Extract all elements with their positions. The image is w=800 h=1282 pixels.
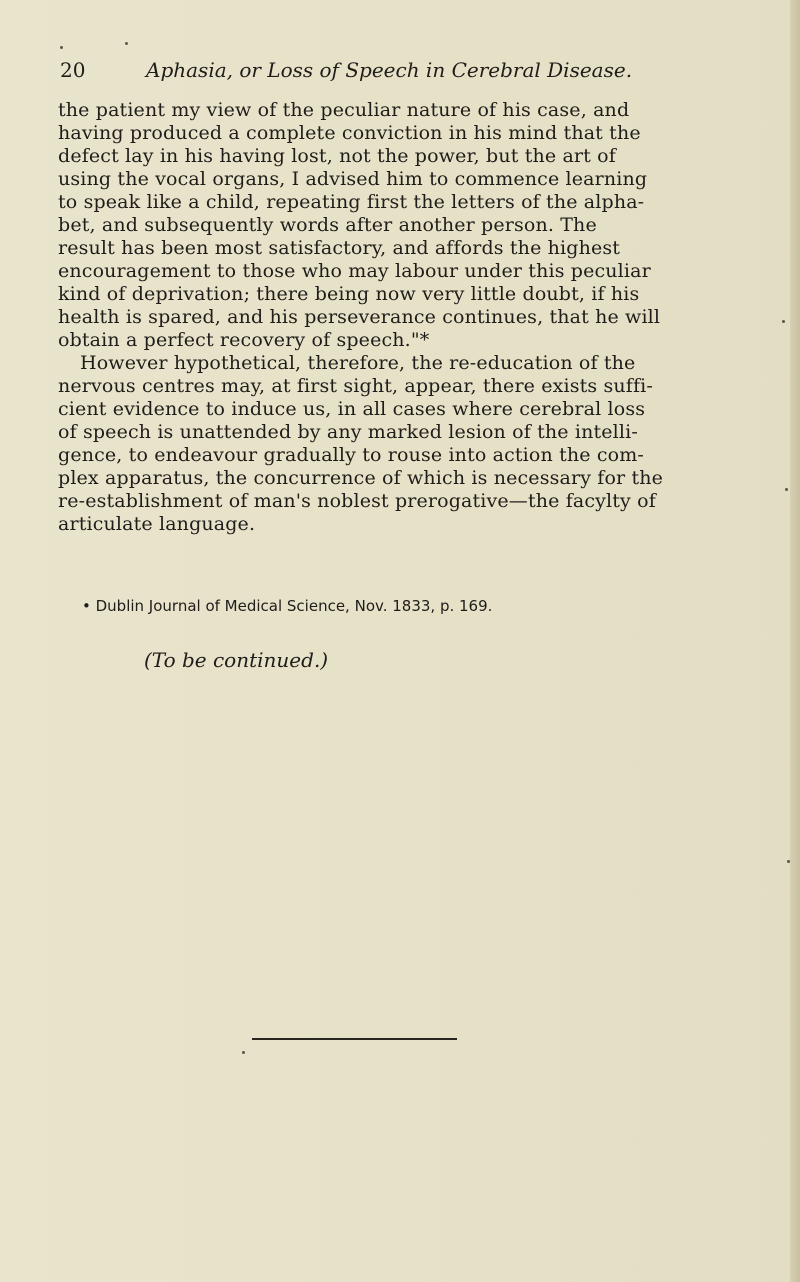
footnote: • Dublin Journal of Medical Science, Nov. 1833, p. 169. xyxy=(82,597,493,615)
text-line: articulate language. xyxy=(58,513,256,535)
body-text xyxy=(58,99,778,536)
text-line: defect lay in his having lost, not the power, but the art of xyxy=(58,145,616,167)
page-number: 20 xyxy=(60,58,86,82)
page-header xyxy=(60,58,760,86)
paper-speck xyxy=(785,488,788,491)
text-line: to speak like a child, repeating first the letters of the alpha- xyxy=(58,191,645,213)
text-line: of speech is unattended by any marked lesion of the intelli- xyxy=(58,421,638,443)
text-line: encouragement to those who may labour under this peculiar xyxy=(58,260,651,282)
text-line: the patient my view of the peculiar nature of his case, and xyxy=(58,99,630,121)
text-line: bet, and subsequently words after another person. The xyxy=(58,214,597,236)
text-line: health is spared, and his perseverance continues, that he will xyxy=(58,306,661,328)
running-title: Aphasia, or Loss of Speech in Cerebral Disease. xyxy=(146,58,633,82)
paper-speck xyxy=(60,46,63,49)
text-line: plex apparatus, the concurrence of which is necessary for the xyxy=(58,467,664,489)
text-line: using the vocal organs, I advised him to commence learning xyxy=(58,168,648,190)
paper-speck xyxy=(787,860,790,863)
text-line: re-establishment of man's noblest prerogative—the facylty of xyxy=(58,490,656,512)
text-line: having produced a complete conviction in his mind that the xyxy=(58,122,641,144)
text-line: obtain a perfect recovery of speech."* xyxy=(58,329,430,351)
text-line: cient evidence to induce us, in all cases where cerebral loss xyxy=(58,398,646,420)
paper-speck xyxy=(125,42,128,45)
text-line: gence, to endeavour gradually to rouse into action the com- xyxy=(58,444,644,466)
page-edge-shadow xyxy=(790,0,800,1282)
text-line: nervous centres may, at first sight, appear, there exists suffi- xyxy=(58,375,653,397)
text-line: result has been most satisfactory, and affords the highest xyxy=(58,237,621,259)
paper-speck xyxy=(782,320,785,323)
continued-note: (To be continued.) xyxy=(144,648,329,672)
paper-speck xyxy=(242,1051,245,1054)
paragraph-start-line: However hypothetical, therefore, the re-education of the xyxy=(80,352,636,374)
text-line: kind of deprivation; there being now very little doubt, if his xyxy=(58,283,640,305)
bottom-rule xyxy=(252,1038,457,1040)
